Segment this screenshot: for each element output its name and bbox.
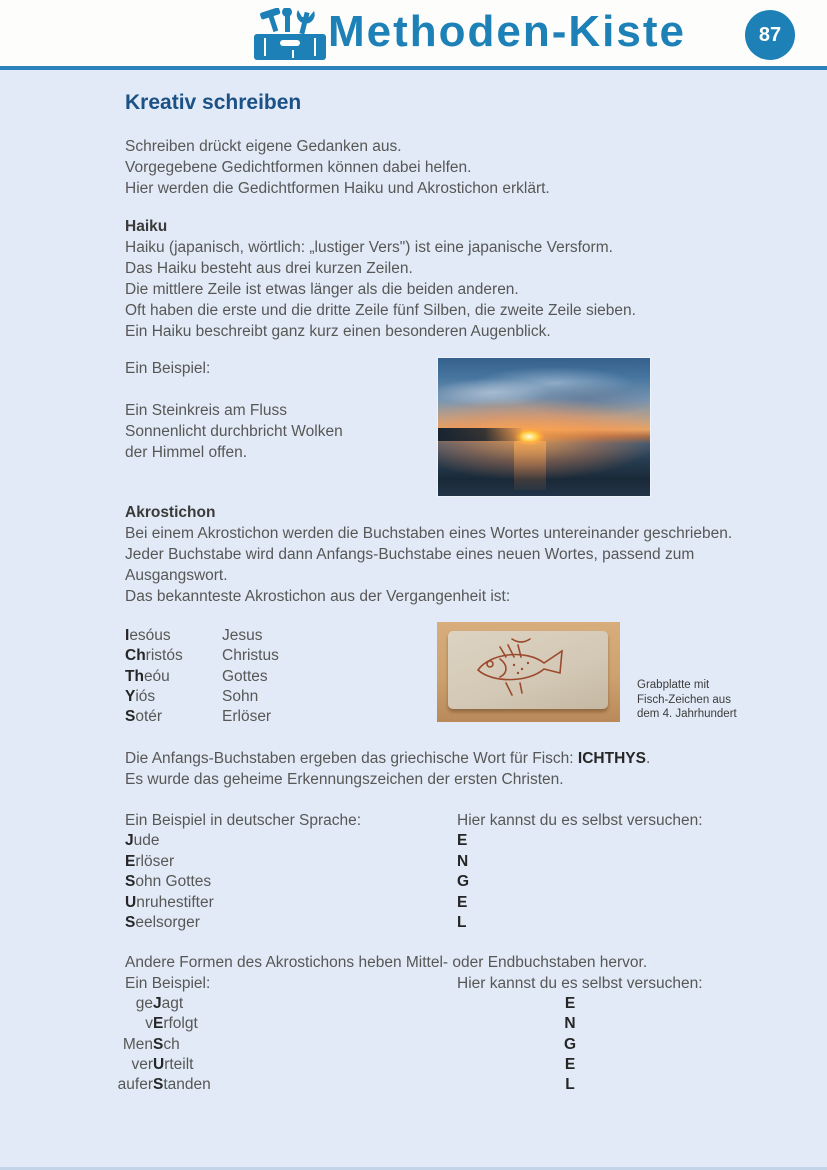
jesus-acrostic-row: Sohn Gottes [125,873,212,890]
ichthys-line-text: Die Anfangs-Buchstaben ergeben das griechische Wort für Fisch: [125,750,578,767]
text-line: Bei einem Akrostichon werden die Buchstaben eines Wortes untereinander geschrieben. [125,525,733,542]
other-forms-left-header: Ein Beispiel: [125,975,211,992]
mid-letter-acrostic-row [113,1055,211,1075]
mid-letter-acrostic-row [113,1075,211,1095]
word-prefix: aufer [117,1076,153,1094]
word-prefix: Men [122,1035,153,1053]
akrostichon-heading: Akrostichon [125,504,216,521]
text-line: Das bekannteste Akrostichon aus der Vergangenheit ist: [125,588,511,605]
text-line: Ein Steinkreis am Fluss [125,402,287,419]
answer-letter: G [563,1035,577,1053]
german-translation: Erlöser [222,708,272,726]
page-header [0,0,827,66]
acrostic-letter: Y [125,687,136,705]
text-line: Ausgangswort. [125,567,228,584]
text-line: Sonnenlicht durchbricht Wolken [125,423,343,440]
text-line: Grabplatte mit [637,679,710,691]
text-line: Die mittlere Zeile ist etwas länger als die beiden anderen. [125,281,519,298]
brand-title: Methoden-Kiste [328,7,686,56]
text-line: Hier werden die Gedichtformen Haiku und Akrostichon erklärt. [125,180,550,197]
text-line: Vorgegebene Gedichtformen können dabei helfen. [125,159,472,176]
ichthys-line-end: . [645,750,651,767]
example-de-right-header: Hier kannst du es selbst versuchen: [457,812,703,829]
jesus-acrostic-row: Seelsorger [125,914,200,931]
acrostic-letter: U [153,1055,165,1073]
text-line: Schreiben drückt eigene Gedanken aus. [125,138,402,155]
mid-letter-acrostic-row [113,1035,211,1055]
greek-word: Yiós [125,687,156,705]
mid-letter-acrostic-row [113,1014,211,1034]
greek-word: Sotér [125,708,163,726]
haiku-paragraph [125,237,636,342]
text-line: dem 4. Jahrhundert [637,708,737,720]
acrostic-letter: S [153,1035,164,1053]
answer-letter: L [565,1076,575,1094]
engel-letters-column [457,831,469,934]
acrostic-letter: U [125,893,137,911]
shoreline-silhouette [438,428,523,440]
acrostic-letter: Th [125,667,144,685]
text-line: Fisch-Zeichen aus [637,693,731,706]
haiku-heading: Haiku [125,218,168,235]
word-suffix: agt [161,995,184,1012]
tablet-caption [637,678,737,722]
intro-paragraph [125,136,550,199]
acrostic-letter: Ch [125,647,146,665]
greek-acrostic-row [125,687,279,707]
answer-letter: N [457,852,469,870]
answer-letter: E [457,832,468,849]
answer-letter: E [564,995,576,1012]
text-line: der Himmel offen. [125,444,248,461]
greek-acrostic-row [125,667,279,687]
page-title: Kreativ schreiben [125,91,302,114]
word-suffix: rteilt [164,1055,194,1073]
akrostichon-paragraph [125,523,732,607]
sunset-photo [437,357,651,497]
other-forms-intro: Andere Formen des Akrostichons heben Mittel- oder Endbuchstaben hervor. [125,954,648,971]
ichthys-line-2: Es wurde das geheime Erkennungszeichen der ersten Christen. [125,771,564,788]
answer-letter: E [564,1055,576,1073]
mid-letter-acrostic-row [113,994,211,1014]
jesus-acrostic-row: Erlöser [125,852,175,870]
greek-word: Theóu [125,667,170,685]
mid-letter-acrostic-list [113,994,211,1095]
toolbox-icon [240,8,340,70]
word-suffix: tanden [163,1076,211,1094]
jesus-acrostic-row: Jude [125,832,160,849]
acrostic-letter: S [125,873,136,890]
text-line: Haiku (japanisch, wörtlich: „lustiger Vers") ist eine japanische Versform. [125,239,613,256]
example-de-left-header: Ein Beispiel in deutscher Sprache: [125,812,362,829]
ichthys-line [125,748,650,769]
text-line: Jeder Buchstabe wird dann Anfangs-Buchstabe eines neuen Wortes, passend zum [125,546,695,563]
other-forms-right-header: Hier kannst du es selbst versuchen: [457,975,703,992]
answer-letter: G [457,873,470,890]
acrostic-letter: J [153,995,162,1012]
page-number: 87 [758,23,782,46]
word-suffix: ch [163,1035,180,1053]
greek-acrostic-row [125,707,279,727]
answer-letter: L [457,914,467,931]
acrostic-letter: S [125,708,136,726]
german-translation: Gottes [222,667,268,685]
acrostic-letter: J [125,832,134,849]
sun-reflection [514,441,546,491]
acrostic-letter: I [125,627,130,644]
greek-word: Iesóus [125,627,171,644]
acrostic-letter: S [153,1076,164,1094]
jesus-acrostic-row: Unruhestifter [125,893,214,911]
ichthys-word: ICHTHYS [577,750,646,767]
engel-letters-column-2 [560,994,580,1095]
page-number-badge [745,10,795,60]
german-translation: Sohn [222,687,259,705]
acrostic-letter: S [125,914,136,931]
text-line: Ein Haiku beschreibt ganz kurz einen besonderen Augenblick. [125,323,551,340]
haiku-poem [125,400,343,463]
haiku-example-label: Ein Beispiel: [125,360,211,377]
word-suffix: rfolgt [163,1015,198,1033]
fish-tablet-photo [437,622,620,722]
stone-slab [448,631,608,709]
answer-letter: E [457,893,468,911]
acrostic-letter: E [125,852,136,870]
word-prefix: ver [131,1055,153,1073]
german-translation: Christus [222,647,279,665]
jesus-acrostic-list [125,831,214,934]
acrostic-letter: E [153,1015,164,1033]
text-line: Das Haiku besteht aus drei kurzen Zeilen. [125,260,413,277]
text-line: Oft haben die erste und die dritte Zeile fünf Silben, die zweite Zeile sieben. [125,302,636,319]
greek-acrostic-list [125,626,279,727]
german-translation: Jesus [222,627,263,644]
greek-word: Christós [125,647,183,665]
word-prefix: v [145,1015,153,1033]
word-prefix: ge [135,995,153,1012]
greek-acrostic-row [125,626,279,646]
answer-letter: N [564,1015,576,1033]
greek-acrostic-row [125,646,279,666]
